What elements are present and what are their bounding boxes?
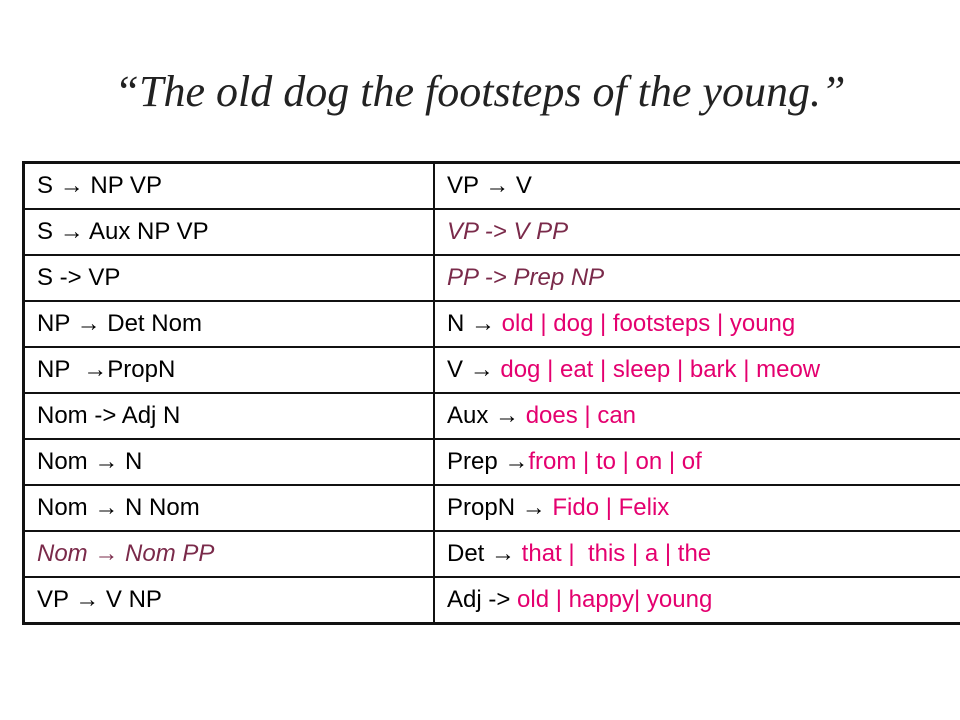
slide-title: “The old dog the footsteps of the young.” [114, 67, 846, 116]
rule-cell-right [434, 577, 960, 624]
rule-cell-left [24, 485, 435, 531]
rule-rhs: V [509, 172, 532, 199]
arrow-icon: → [83, 356, 108, 383]
rule-rhs: V NP [99, 586, 162, 613]
rule-cell-left [24, 531, 435, 577]
rule-lhs: Nom [37, 494, 95, 521]
rule-cell-right [434, 347, 960, 393]
arrow-icon: → [75, 586, 100, 613]
arrow-icon: → [504, 448, 529, 475]
grammar-row [24, 163, 960, 210]
rule-cell-right [434, 255, 960, 301]
rule-text: S -> VP [37, 264, 121, 291]
rule-cell-left [24, 163, 435, 210]
rule-rhs: dog | eat | sleep | bark | meow [493, 356, 821, 383]
rule-lhs: N [447, 310, 471, 337]
rule-cell-left [24, 393, 435, 439]
rule-lhs: VP [37, 586, 76, 613]
rule-rhs: N Nom [118, 494, 200, 521]
rule-cell-right [434, 439, 960, 485]
rule-rhs: Nom PP [118, 540, 215, 567]
grammar-row [24, 255, 960, 301]
arrow-icon: → [76, 310, 101, 337]
rule-cell-left [24, 577, 435, 624]
grammar-rules-table [22, 161, 960, 625]
rule-cell-right [434, 209, 960, 255]
arrow-icon: → [94, 494, 119, 521]
rule-rhs: N [118, 448, 143, 475]
grammar-rules-body [24, 163, 960, 624]
arrow-icon: → [59, 172, 84, 199]
rule-lhs: Nom [37, 540, 95, 567]
rule-cell-right [434, 531, 960, 577]
rule-rhs: old | happy| young [517, 586, 713, 613]
rule-cell-left [24, 347, 435, 393]
rule-rhs: does | can [519, 402, 637, 429]
grammar-row [24, 531, 960, 577]
rule-cell-right [434, 393, 960, 439]
rule-cell-left [24, 439, 435, 485]
rule-rhs: NP VP [83, 172, 162, 199]
rule-text: PP -> Prep NP [447, 264, 605, 291]
rule-lhs: V [447, 356, 470, 383]
arrow-icon: → [94, 448, 119, 475]
grammar-row [24, 485, 960, 531]
grammar-row [24, 577, 960, 624]
rule-cell-right [434, 163, 960, 210]
rule-lhs: Det [447, 540, 492, 567]
arrow-icon: → [491, 540, 516, 567]
rule-rhs: from | to | on | of [528, 448, 702, 475]
rule-text: Nom -> Adj N [37, 402, 181, 429]
arrow-icon: → [485, 172, 510, 199]
arrow-icon: → [59, 218, 84, 245]
rule-rhs: old | dog | footsteps | young [495, 310, 796, 337]
arrow-icon: → [469, 356, 494, 383]
arrow-icon: → [521, 494, 546, 521]
arrow-icon: → [94, 540, 119, 567]
rule-lhs: Prep [447, 448, 505, 475]
arrow-icon: → [471, 310, 495, 337]
rule-cell-left [24, 301, 435, 347]
rule-rhs: PropN [107, 356, 176, 383]
rule-cell-right [434, 485, 960, 531]
arrow-icon: → [495, 402, 520, 429]
rule-cell-left [24, 209, 435, 255]
rule-cell-right [434, 301, 960, 347]
rule-cell-left [24, 255, 435, 301]
rule-lhs: NP [37, 356, 84, 383]
rule-rhs: Det Nom [100, 310, 202, 337]
rule-lhs: Aux [447, 402, 496, 429]
rule-lhs: Nom [37, 448, 95, 475]
rule-rhs: Aux NP VP [83, 218, 209, 245]
rule-rhs: Fido | Felix [545, 494, 670, 521]
rule-lhs: Adj -> [447, 586, 518, 613]
grammar-row [24, 209, 960, 255]
rule-lhs: S [37, 172, 60, 199]
grammar-row [24, 439, 960, 485]
grammar-row [24, 301, 960, 347]
grammar-row [24, 393, 960, 439]
rule-rhs: that | this | a | the [515, 540, 712, 567]
grammar-row [24, 347, 960, 393]
rule-lhs: NP [37, 310, 77, 337]
rule-text: VP -> V PP [447, 218, 569, 245]
rule-lhs: VP [447, 172, 486, 199]
rule-lhs: PropN [447, 494, 522, 521]
rule-lhs: S [37, 218, 60, 245]
